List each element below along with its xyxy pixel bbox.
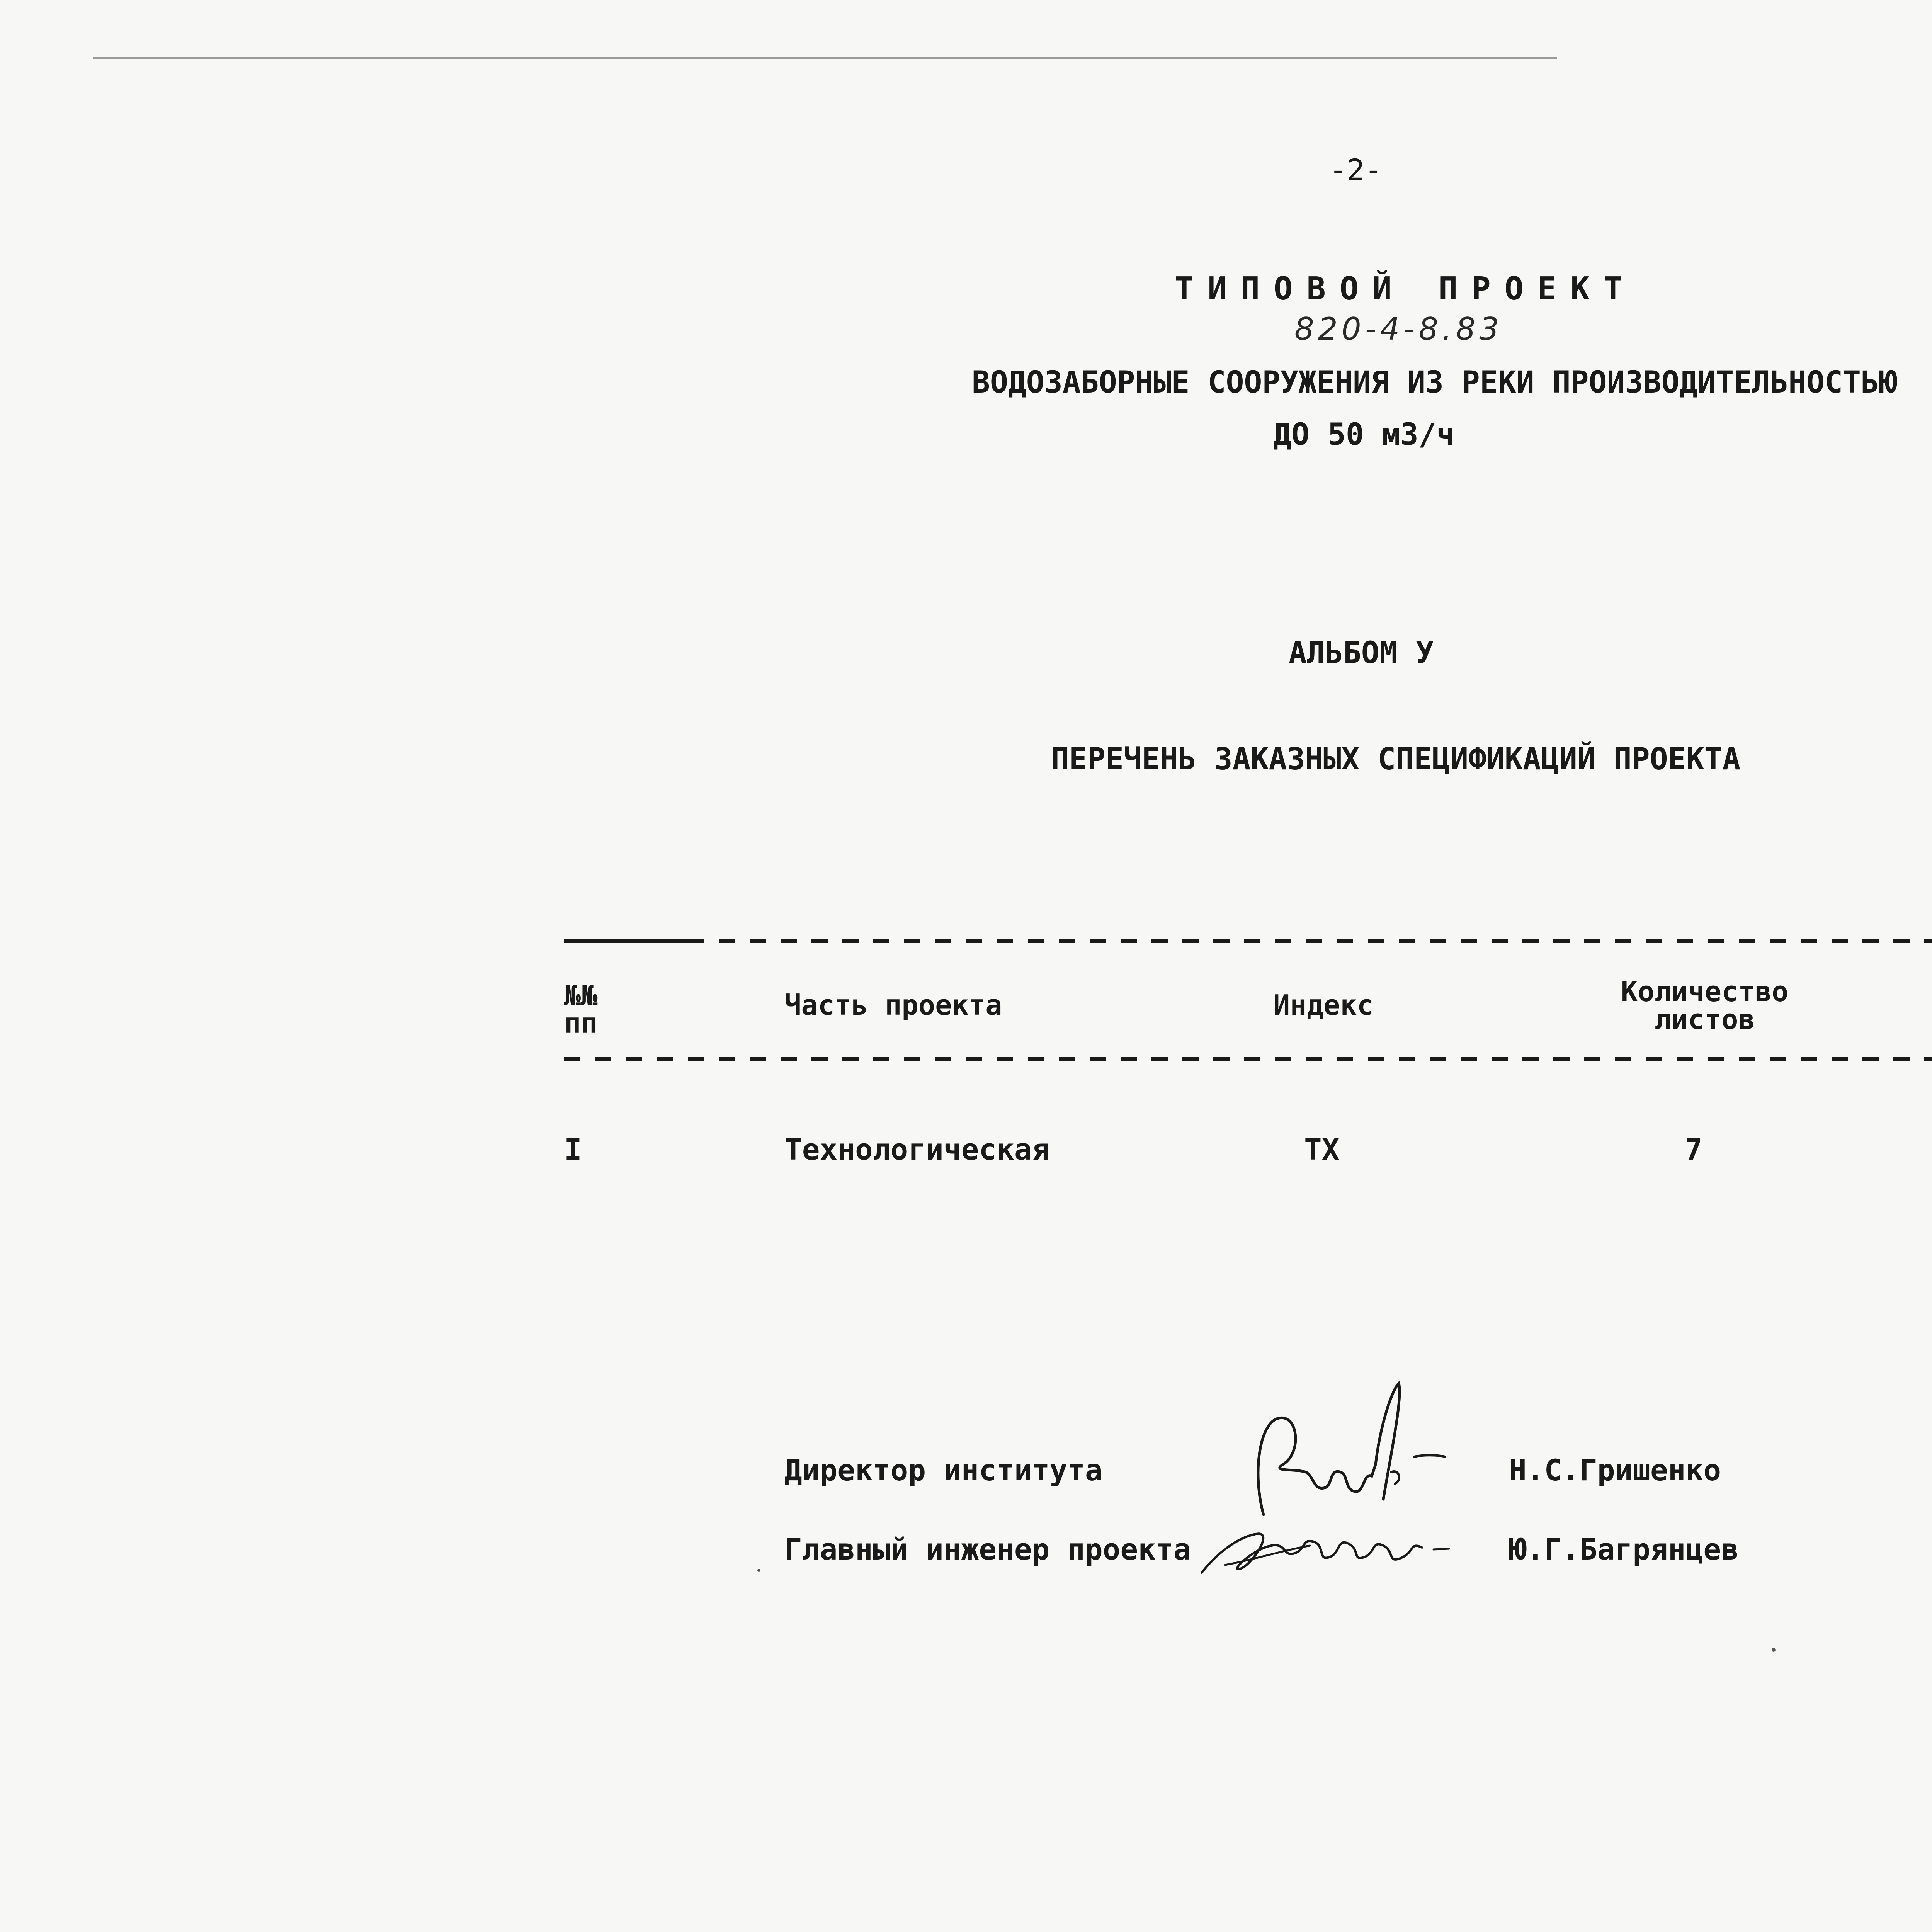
header-count <box>1621 975 1789 1036</box>
header-number <box>564 981 598 1037</box>
header-index: Индекс <box>1273 989 1374 1021</box>
director-role: Директор института <box>784 1453 1103 1487</box>
header-count-line2: листов <box>1654 1003 1755 1036</box>
title-typical-project: ТИПОВОЙ ПРОЕКТ <box>1175 270 1637 307</box>
row-number: I <box>564 1132 582 1167</box>
album-label: АЛЬБОМ У <box>1289 636 1434 670</box>
table-header-rule <box>564 1057 1932 1061</box>
chief-engineer-signature <box>1194 1507 1464 1584</box>
project-number: 820-4-8.83 <box>1294 311 1503 347</box>
title-capacity: ДО 50 м3/ч <box>1273 417 1455 452</box>
title-water-intake: ВОДОЗАБОРНЫЕ СООРУЖЕНИЯ ИЗ РЕКИ ПРОИЗВОДИТЕЛЬНОСТЬЮ <box>972 365 1897 400</box>
scan-speck <box>1772 1648 1776 1652</box>
scan-speck <box>757 1569 760 1572</box>
header-count-line1: Количество <box>1621 975 1789 1008</box>
director-name: Н.С.Гришенко <box>1509 1453 1721 1487</box>
header-part: Часть проекта <box>784 989 1002 1021</box>
row-index: ТХ <box>1304 1132 1340 1167</box>
page-number: -2- <box>1329 153 1383 187</box>
row-count: 7 <box>1685 1132 1702 1167</box>
top-scan-rule <box>93 57 1557 59</box>
header-number-line2: пп <box>564 1007 598 1039</box>
header-number-line1: №№ <box>564 979 598 1012</box>
list-subtitle: ПЕРЕЧЕНЬ ЗАКАЗНЫХ СПЕЦИФИКАЦИЙ ПРОЕКТА <box>1051 742 1741 777</box>
row-part: Технологическая <box>784 1132 1050 1167</box>
chief-engineer-name: Ю.Г.Багрянцев <box>1509 1532 1739 1566</box>
table-top-rule-solid <box>564 939 692 943</box>
table-top-rule <box>564 939 1932 943</box>
chief-engineer-role: Главный инженер проекта <box>784 1532 1191 1566</box>
